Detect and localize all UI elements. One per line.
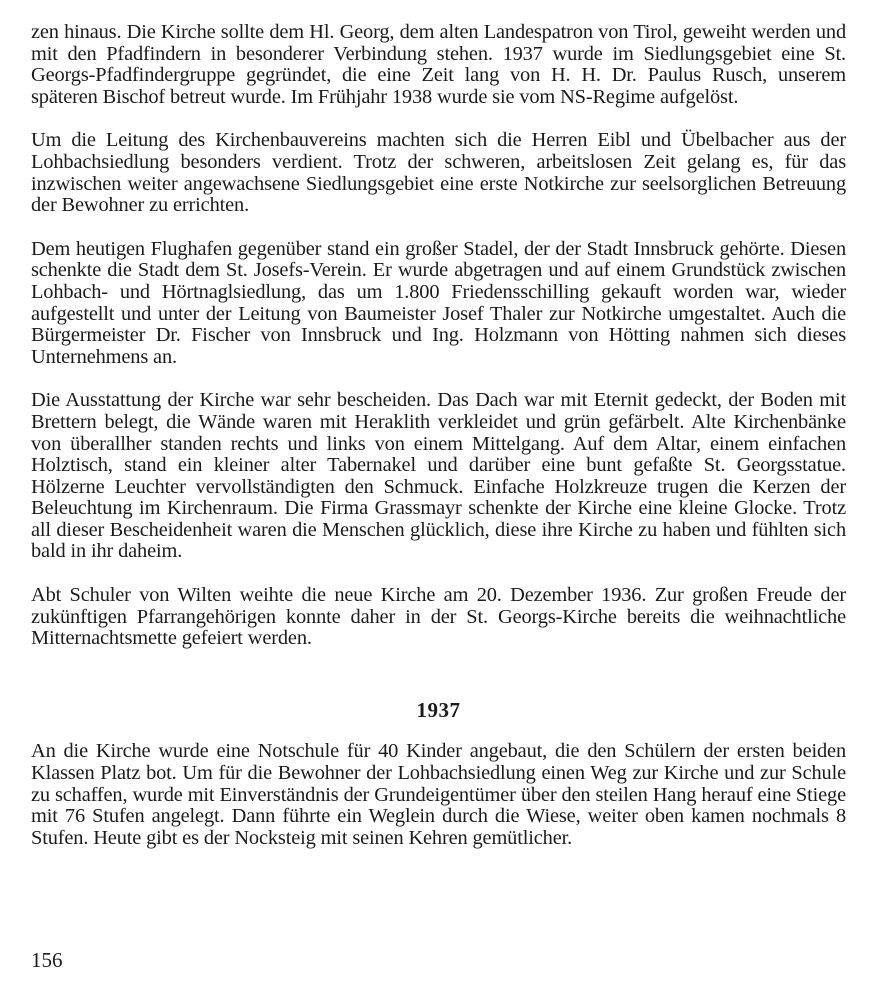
document-page bbox=[31, 22, 846, 871]
paragraph-emergency-school: An die Kirche wurde eine Notschule für 40 Kinder angebaut, die den Schülern der ersten beiden Klassen Platz bot. Um für die Bewohner der Lohbachsiedlung einen Weg zur Kirche und zur Schule zu schaffen, wurde mit Einverständnis der Grundeigentümer über den steilen Hang herauf eine Stiege mit 76 Stufen angelegt. Dann führte ein Weglein durch die Wiese, weiter oben kamen nochmals 8 Stufen. Heute gibt es der Nocksteig mit seinen Kehren gemütlicher. bbox=[31, 740, 846, 849]
paragraph-church-building-society: Um die Leitung des Kirchenbauvereins machten sich die Herren Eibl und Übelbacher aus der Lohbachsiedlung besonders verdient. Trotz der schweren, arbeitslosen Zeit gelang es, für das inzwischen weiter angewachsene Siedlungsgebiet eine erste Notkirche zur seelsorglichen Betreuung der Bewohner zu errichten. bbox=[31, 129, 846, 217]
paragraph-barn-donation: Dem heutigen Flughafen gegenüber stand ein großer Stadel, der der Stadt Innsbruck gehörte. Diesen schenkte die Stadt dem St. Josefs-Verein. Er wurde abgetragen und auf einem Grundstück zwischen Lohbach- und Hörtnaglsiedlung, das um 1.800 Friedensschilling gekauft worden war, wieder aufgestellt und unter der Leitung von Baumeister Josef Thaler zur Notkirche umgestaltet. Auch die Bürgermeister Dr. Fischer von Innsbruck und Ing. Holzmann von Hötting nahmen sich dieses Unternehmens an. bbox=[31, 237, 846, 368]
paragraph-consecration: Abt Schuler von Wilten weihte die neue Kirche am 20. Dezember 1936. Zur großen Freude der zukünftigen Pfarrangehörigen konnte daher in der St. Georgs-Kirche bereits die weihnachtliche Mitternachtsmette gefeiert werden. bbox=[31, 584, 846, 650]
page-number: 156 bbox=[31, 948, 63, 972]
section-heading-year: 1937 bbox=[416, 697, 461, 722]
paragraph-scouts: zen hinaus. Die Kirche sollte dem Hl. Georg, dem alten Landespatron von Tirol, geweiht werden und mit den Pfadfindern in besonderer Verbindung stehen. 1937 wurde im Siedlungsgebiet eine St. Georgs-Pfadfindergruppe gegründet, die eine Zeit lang von H. H. Dr. Paulus Rusch, unserem späteren Bischof betreut wurde. Im Frühjahr 1938 wurde sie vom NS-Regime aufgelöst. bbox=[31, 21, 846, 108]
paragraph-church-furnishing: Die Ausstattung der Kirche war sehr bescheiden. Das Dach war mit Eternit gedeckt, der Boden mit Brettern belegt, die Wände waren mit Heraklith verkleidet und grün gefärbelt. Alte Kirchenbänke von überallher standen rechts und links von einem Mittelgang. Auf dem Altar, einem einfachen Holztisch, stand ein kleiner alter Tabernakel und darüber eine bunt gefaßte St. Georgsstatue. Hölzerne Leuchter vervollständigten den Schmuck. Einfache Holzkreuze trugen die Kerzen der Beleuchtung im Kirchenraum. Die Firma Grassmayr schenkte der Kirche eine kleine Glocke. Trotz all dieser Bescheidenheit waren die Menschen glücklich, diese ihre Kirche zu haben und fühlten sich bald in ihr daheim. bbox=[31, 389, 846, 563]
